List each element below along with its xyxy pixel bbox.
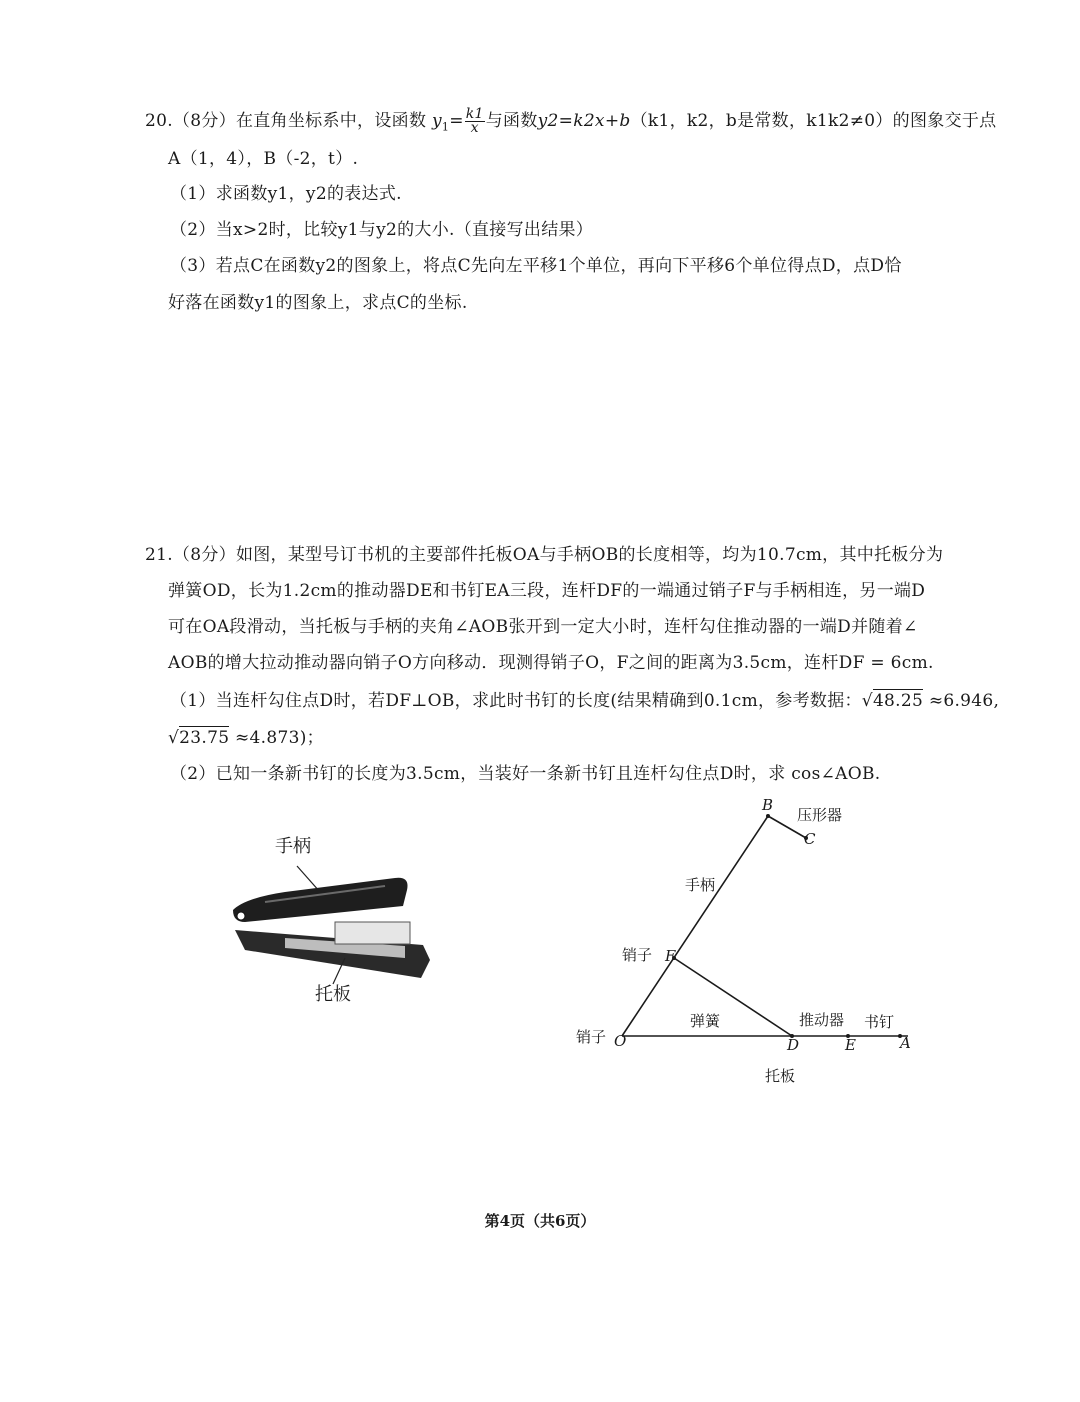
page-footer: 第4页（共6页） <box>484 1212 596 1230</box>
q21-line2: 弹簧OD，长为1.2cm的推动器DE和书钉EA三段，连杆DF的一端通过销子F与手柄相连，另一端D <box>168 581 926 601</box>
q20-fraction <box>465 108 485 135</box>
q20-frac-den: x <box>470 120 479 136</box>
q21-sqrt-23: 23.75 <box>179 728 230 748</box>
q20-y1-sub: 1 <box>441 120 450 134</box>
point-B-label: B <box>762 796 774 814</box>
q20-part3b: 好落在函数y1的图象上，求点C的坐标. <box>168 293 468 313</box>
q21-approx-23: ≈4.873)； <box>229 728 324 748</box>
point-O-label: O <box>614 1032 627 1050</box>
spring-label: 弹簧 <box>690 1012 721 1030</box>
stapler-mid <box>335 922 410 944</box>
stapler-handle <box>233 878 408 922</box>
q21-line6 <box>168 727 324 749</box>
q20-line2: A（1，4），B（-2，t）. <box>168 149 359 169</box>
q20-part2: （2）当x>2时，比较y1与y2的大小.（直接写出结果） <box>170 220 594 240</box>
q21-approx-48: ≈6.946, <box>923 691 1000 711</box>
staple-label: 书钉 <box>864 1013 895 1031</box>
q21-line4: AOB的增大拉动推动器向销子O方向移动．现测得销子O，F之间的距离为3.5cm，连杆DF = 6cm. <box>168 653 934 673</box>
point-A-label: A <box>900 1034 911 1052</box>
q20-frac-num: k1 <box>465 106 484 122</box>
stapler-pivot <box>237 912 245 920</box>
pin-o-label: 销子 <box>576 1028 607 1046</box>
q20-part1: （1）求函数y1，y2的表达式. <box>170 184 402 204</box>
pusher-label: 推动器 <box>799 1011 845 1029</box>
point-F-label: F <box>665 947 676 965</box>
q20-eq: = <box>449 111 464 131</box>
photo-handle-label: 手柄 <box>275 836 311 857</box>
q20-intro: 20.（8分）在直角坐标系中，设函数 <box>145 111 427 131</box>
handle-label: 手柄 <box>685 876 716 894</box>
presser-label: 压形器 <box>797 806 843 824</box>
point-B-dot <box>766 814 770 818</box>
geometry-diagram <box>560 795 930 1095</box>
q21-sqrt-sign: √ <box>168 728 180 748</box>
q21-line5 <box>170 690 999 712</box>
q20-y1: y <box>431 111 442 131</box>
stapler-photo <box>225 860 440 990</box>
q21-part1-text: （1）当连杆勾住点D时，若DF⊥OB，求此时书钉的长度(结果精确到0.1cm，参考数据：√ <box>170 691 873 711</box>
point-D-label: D <box>787 1036 800 1054</box>
point-C-label: C <box>804 830 816 848</box>
q21-line1: 21.（8分）如图，某型号订书机的主要部件托板OA与手柄OB的长度相等，均为10.7cm，其中托板分为 <box>145 545 944 565</box>
q21-line3: 可在OA段滑动，当托板与手柄的夹角∠AOB张开到一定大小时，连杆勾住推动器的一端D并随着∠ <box>168 617 918 637</box>
q21-sqrt-48: 48.25 <box>872 691 924 711</box>
base-label: 托板 <box>765 1067 796 1085</box>
point-E-label: E <box>845 1036 856 1054</box>
q20-line1 <box>145 108 996 138</box>
photo-base-label: 托板 <box>315 984 351 1005</box>
segment-OB <box>622 816 768 1036</box>
q20-y2expr: y2=k2x+b <box>537 111 631 131</box>
q20-part3a: （3）若点C在函数y2的图象上，将点C先向左平移1个单位，再向下平移6个单位得点D，点D恰 <box>170 256 902 276</box>
pin-f-label: 销子 <box>622 946 653 964</box>
q20-mid: 与函数 <box>485 111 538 131</box>
q21-part2: （2）已知一条新书钉的长度为3.5cm，当装好一条新书钉且连杆勾住点D时，求 cos∠AOB. <box>170 764 881 784</box>
q20-cond: （k1，k2，b是常数，k1k2≠0）的图象交于点 <box>630 111 997 131</box>
